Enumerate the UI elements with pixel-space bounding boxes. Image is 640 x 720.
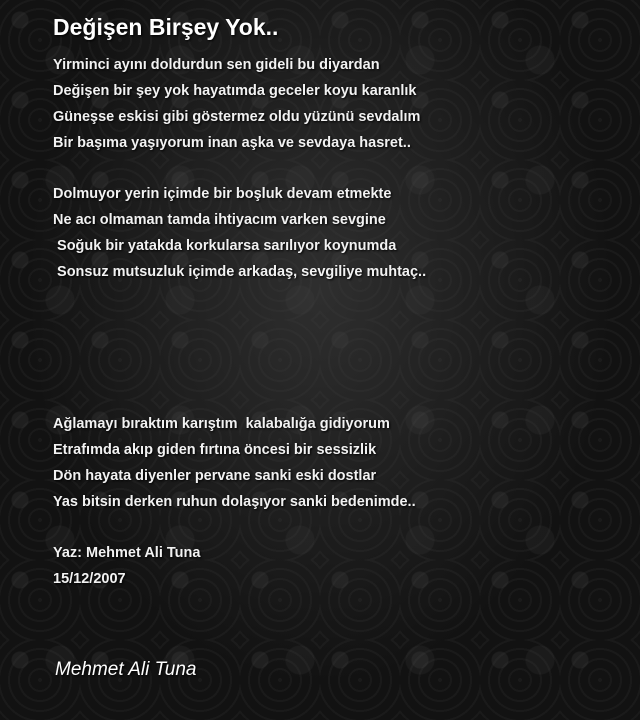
poem-line: Sonsuz mutsuzluk içimde arkadaş, sevgiliye muhtaç..: [53, 264, 427, 280]
poem-date: 15/12/2007: [53, 571, 126, 587]
poem-line: Güneşse eskisi gibi göstermez oldu yüzünü sevdalım: [53, 109, 421, 125]
stanza-2: [53, 181, 426, 285]
author-footer: Mehmet Ali Tuna: [55, 659, 197, 680]
poem-line: Etrafımda akıp giden fırtına öncesi bir sessizlik: [53, 442, 377, 458]
poem-line: Soğuk bir yatakda korkularsa sarılıyor koynumda: [53, 238, 397, 254]
poem-signature: [53, 540, 200, 592]
stanza-1: [53, 52, 420, 156]
poem-line: Ağlamayı bıraktım karıştım kalabalığa gidiyorum: [53, 416, 390, 432]
poem-line: Dolmuyor yerin içimde bir boşluk devam etmekte: [53, 186, 392, 202]
poem-title: Değişen Birşey Yok..: [53, 14, 279, 40]
stanza-3: [53, 411, 416, 515]
poem-line: Yirminci ayını doldurdun sen gideli bu diyardan: [53, 57, 380, 73]
poem-line: Değişen bir şey yok hayatımda geceler koyu karanlık: [53, 83, 417, 99]
poem-line: Bir başıma yaşıyorum inan aşka ve sevdaya hasret..: [53, 135, 411, 151]
poem-line: Dön hayata diyenler pervane sanki eski dostlar: [53, 468, 377, 484]
author-byline: Yaz: Mehmet Ali Tuna: [53, 545, 201, 561]
poem-line: Ne acı olmaman tamda ihtiyacım varken sevgine: [53, 212, 386, 228]
poem-line: Yas bitsin derken ruhun dolaşıyor sanki bedenimde..: [53, 494, 416, 510]
